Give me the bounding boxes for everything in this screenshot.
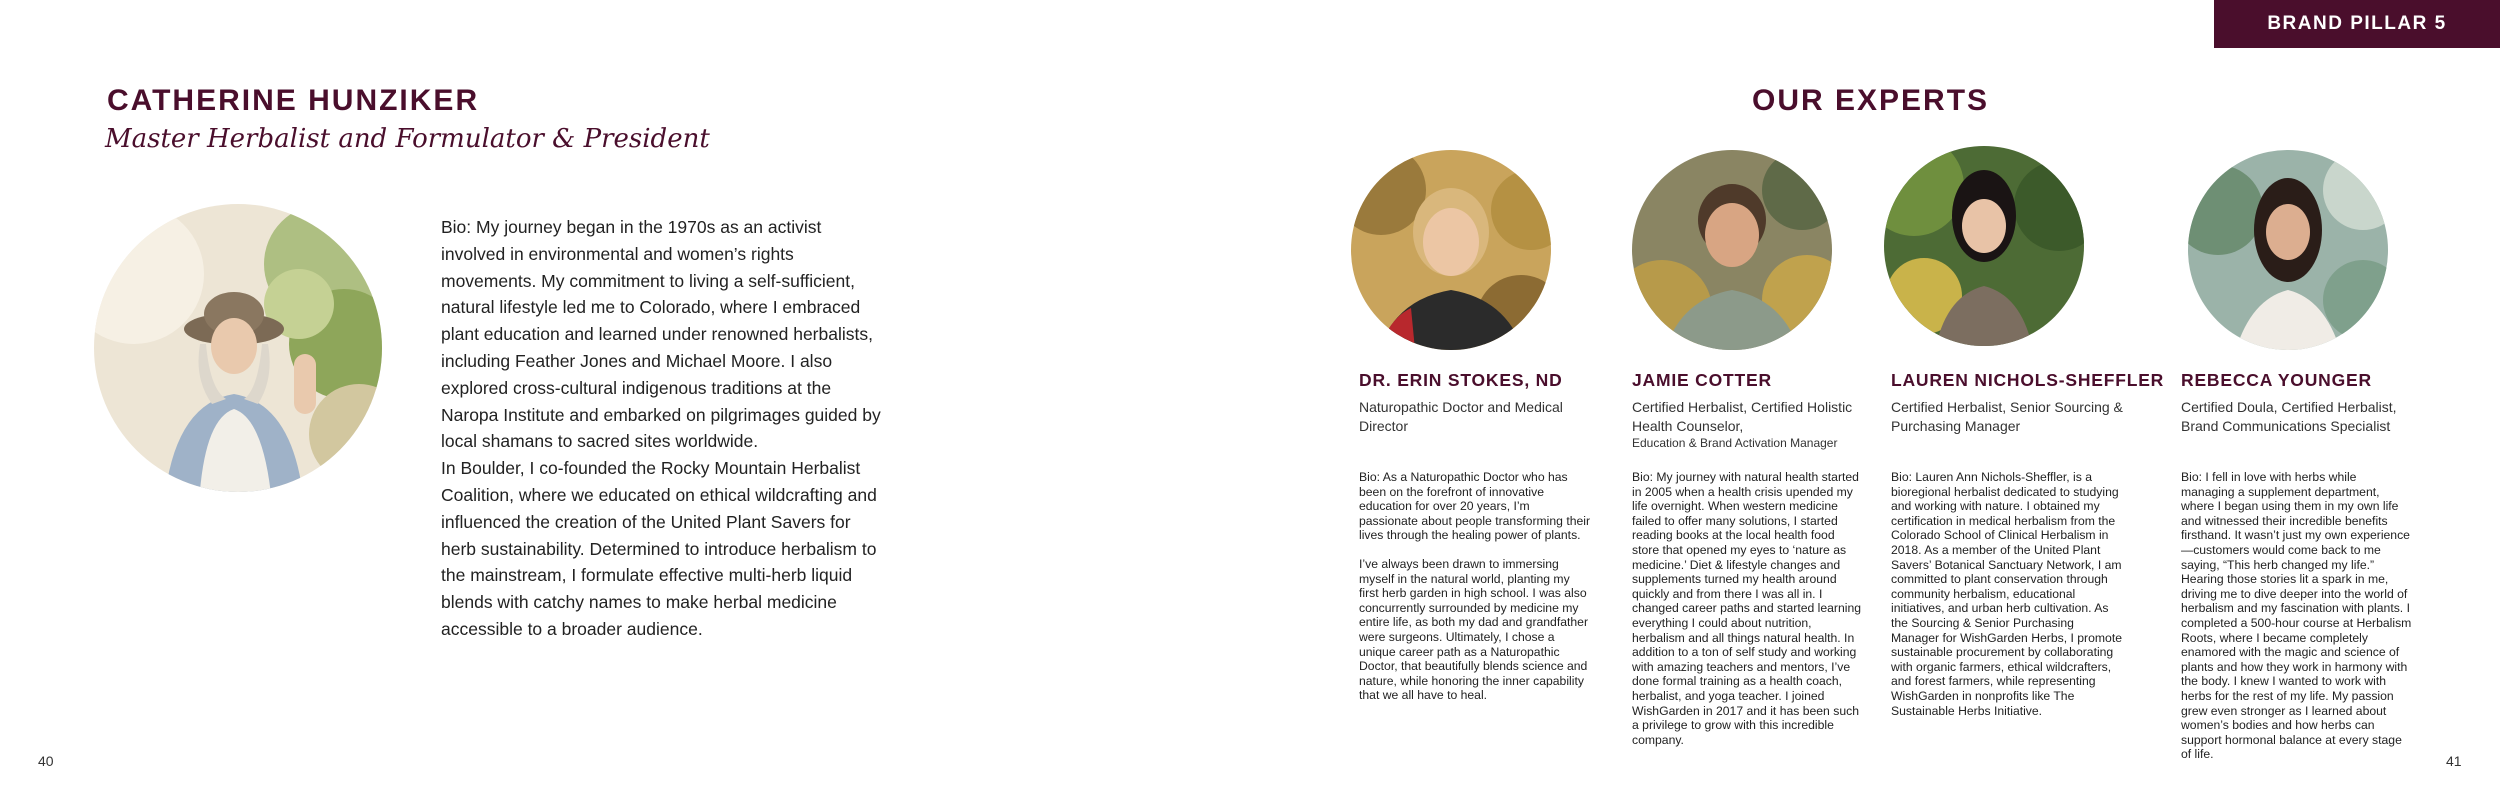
- expert-photo: [1884, 146, 2084, 346]
- catherine-bio-paragraph: Bio: My journey began in the 1970s as an activist involved in environmental and women’s rights movements. My commitment to living a self-sufficient, natural lifestyle led me to Colorado, where I embraced plant education and learned under renowned herbalists, including Feather Jones and Michael Moore. I also explored cross-cultural indigenous traditions at the Naropa Institute and embarked on pilgrimages guided by local shamans to sacred sites worldwide.: [441, 217, 881, 452]
- expert-bio-paragraph: I’ve always been drawn to immersing myself in the natural world, planting my first herb garden in high school. I was also concurrently surrounded by medicine my entire life, as both my dad and grandfather were surgeons. Ultimately, I chose a unique career path as a Naturopathic Doctor, that beautifully blends science and nature, while honoring the inner capability that we all have to heal.: [1359, 556, 1588, 703]
- expert-bio-paragraph: Bio: Lauren Ann Nichols-Sheffler, is a bioregional herbalist dedicated to studying and working with nature. I obtained my certification in medical herbalism from the Colorado School of Clinical Herbalism in 2018. As a member of the United Plant Savers’ Botanical Sanctuary Network, I am committed to plant conservation through community herbalism, educational initiatives, and urban herb cultivation. As the Sourcing & Senior Purchasing Manager for WishGarden Herbs, I promote sustainable procurement by collaborating with organic farmers, ethical wildcrafters, and forest farmers, while representing WishGarden in nonprofits like The Sustainable Herbs Initiative.: [1891, 470, 2122, 718]
- brand-pillar-label: BRAND PILLAR 5: [2267, 13, 2447, 34]
- expert-title: [1632, 398, 1867, 451]
- brand-pillar-tab: [2214, 0, 2500, 48]
- expert-name: REBECCA YOUNGER: [2181, 370, 2372, 390]
- expert-title: [2181, 398, 2416, 436]
- experts-title: OUR EXPERTS: [1752, 84, 1990, 117]
- expert-title-text: Certified Herbalist, Certified Holistic Health Counselor,: [1632, 399, 1853, 434]
- expert-bio: [1891, 470, 2123, 732]
- expert-bio: [2181, 470, 2413, 776]
- expert-bio-paragraph: Bio: As a Naturopathic Doctor who has been on the forefront of innovative education for over 20 years, I’m passionate about people transforming their lives through the healing power of plants.: [1359, 470, 1591, 543]
- catherine-subtitle: Master Herbalist and Formulator & President: [105, 124, 710, 154]
- catherine-bio-paragraph: In Boulder, I co-founded the Rocky Mountain Herbalist Coalition, where we educated on ethical wildcrafting and influenced the creation of the United Plant Savers for herb sustainability. Determined to introduce herbalism to the mainstream, I formulate effective multi-herb liquid blends with catchy names to make herbal medicine accessible to a broader audience.: [441, 458, 877, 639]
- expert-name: DR. ERIN STOKES, ND: [1359, 370, 1563, 390]
- expert-name: LAUREN NICHOLS-SHEFFLER: [1891, 370, 2165, 390]
- expert-name: JAMIE COTTER: [1632, 370, 1772, 390]
- expert-title: [1359, 398, 1594, 436]
- expert-photo: [1351, 150, 1551, 350]
- expert-photo: [2188, 150, 2388, 350]
- expert-bio-paragraph: Bio: My journey with natural health started in 2005 when a health crisis upended my life overnight. When western medicine failed to offer many solutions, I started reading books at the local health food store that opened my eyes to ‘nature as medicine.’ Diet & lifestyle changes and supplements turned my health around quickly and from there I was all in. I changed career paths and started learning everything I could about nutrition, herbalism and all things natural health. In addition to a ton of self study and working with amazing teachers and mentors, I’ve done formal training as a health coach, herbalist, and yoga teacher. I joined WishGarden in 2017 and it has been such a privilege to grow with this incredible company.: [1632, 470, 1862, 747]
- expert-bio-paragraph: Bio: I fell in love with herbs while managing a supplement department, where I began using them in my own life and witnessed their incredible benefits firsthand. It wasn’t just my own experience—customers would come back to me saying, “This herb changed my life.” Hearing those stories lit a spark in me, driving me to dive deeper into the world of herbalism and my fascination with plants. I completed a 500-hour course at Herbalism Roots, where I became completely enamored with the magic and science of plants and how they work in harmony with the body. I knew I wanted to work with herbs for the rest of my life. My passion grew even stronger as I learned about women’s bodies and how herbs can support hormonal balance at every stage of life.: [2181, 470, 2412, 762]
- page-number-left: 40: [38, 753, 54, 769]
- expert-bio: [1632, 470, 1864, 761]
- expert-title: [1891, 398, 2126, 436]
- expert-title-text: Certified Doula, Certified Herbalist, Brand Communications Specialist: [2181, 399, 2397, 434]
- page-number-right: 41: [2446, 753, 2462, 769]
- expert-bio: [1359, 470, 1591, 717]
- expert-title-small: Education & Brand Activation Manager: [1632, 436, 1838, 450]
- catherine-photo: [94, 204, 382, 492]
- catherine-name: CATHERINE HUNZIKER: [107, 84, 480, 117]
- expert-title-text: Certified Herbalist, Senior Sourcing & Purchasing Manager: [1891, 399, 2123, 434]
- catherine-bio: [441, 214, 881, 643]
- expert-photo: [1632, 150, 1832, 350]
- expert-title-text: Naturopathic Doctor and Medical Director: [1359, 399, 1563, 434]
